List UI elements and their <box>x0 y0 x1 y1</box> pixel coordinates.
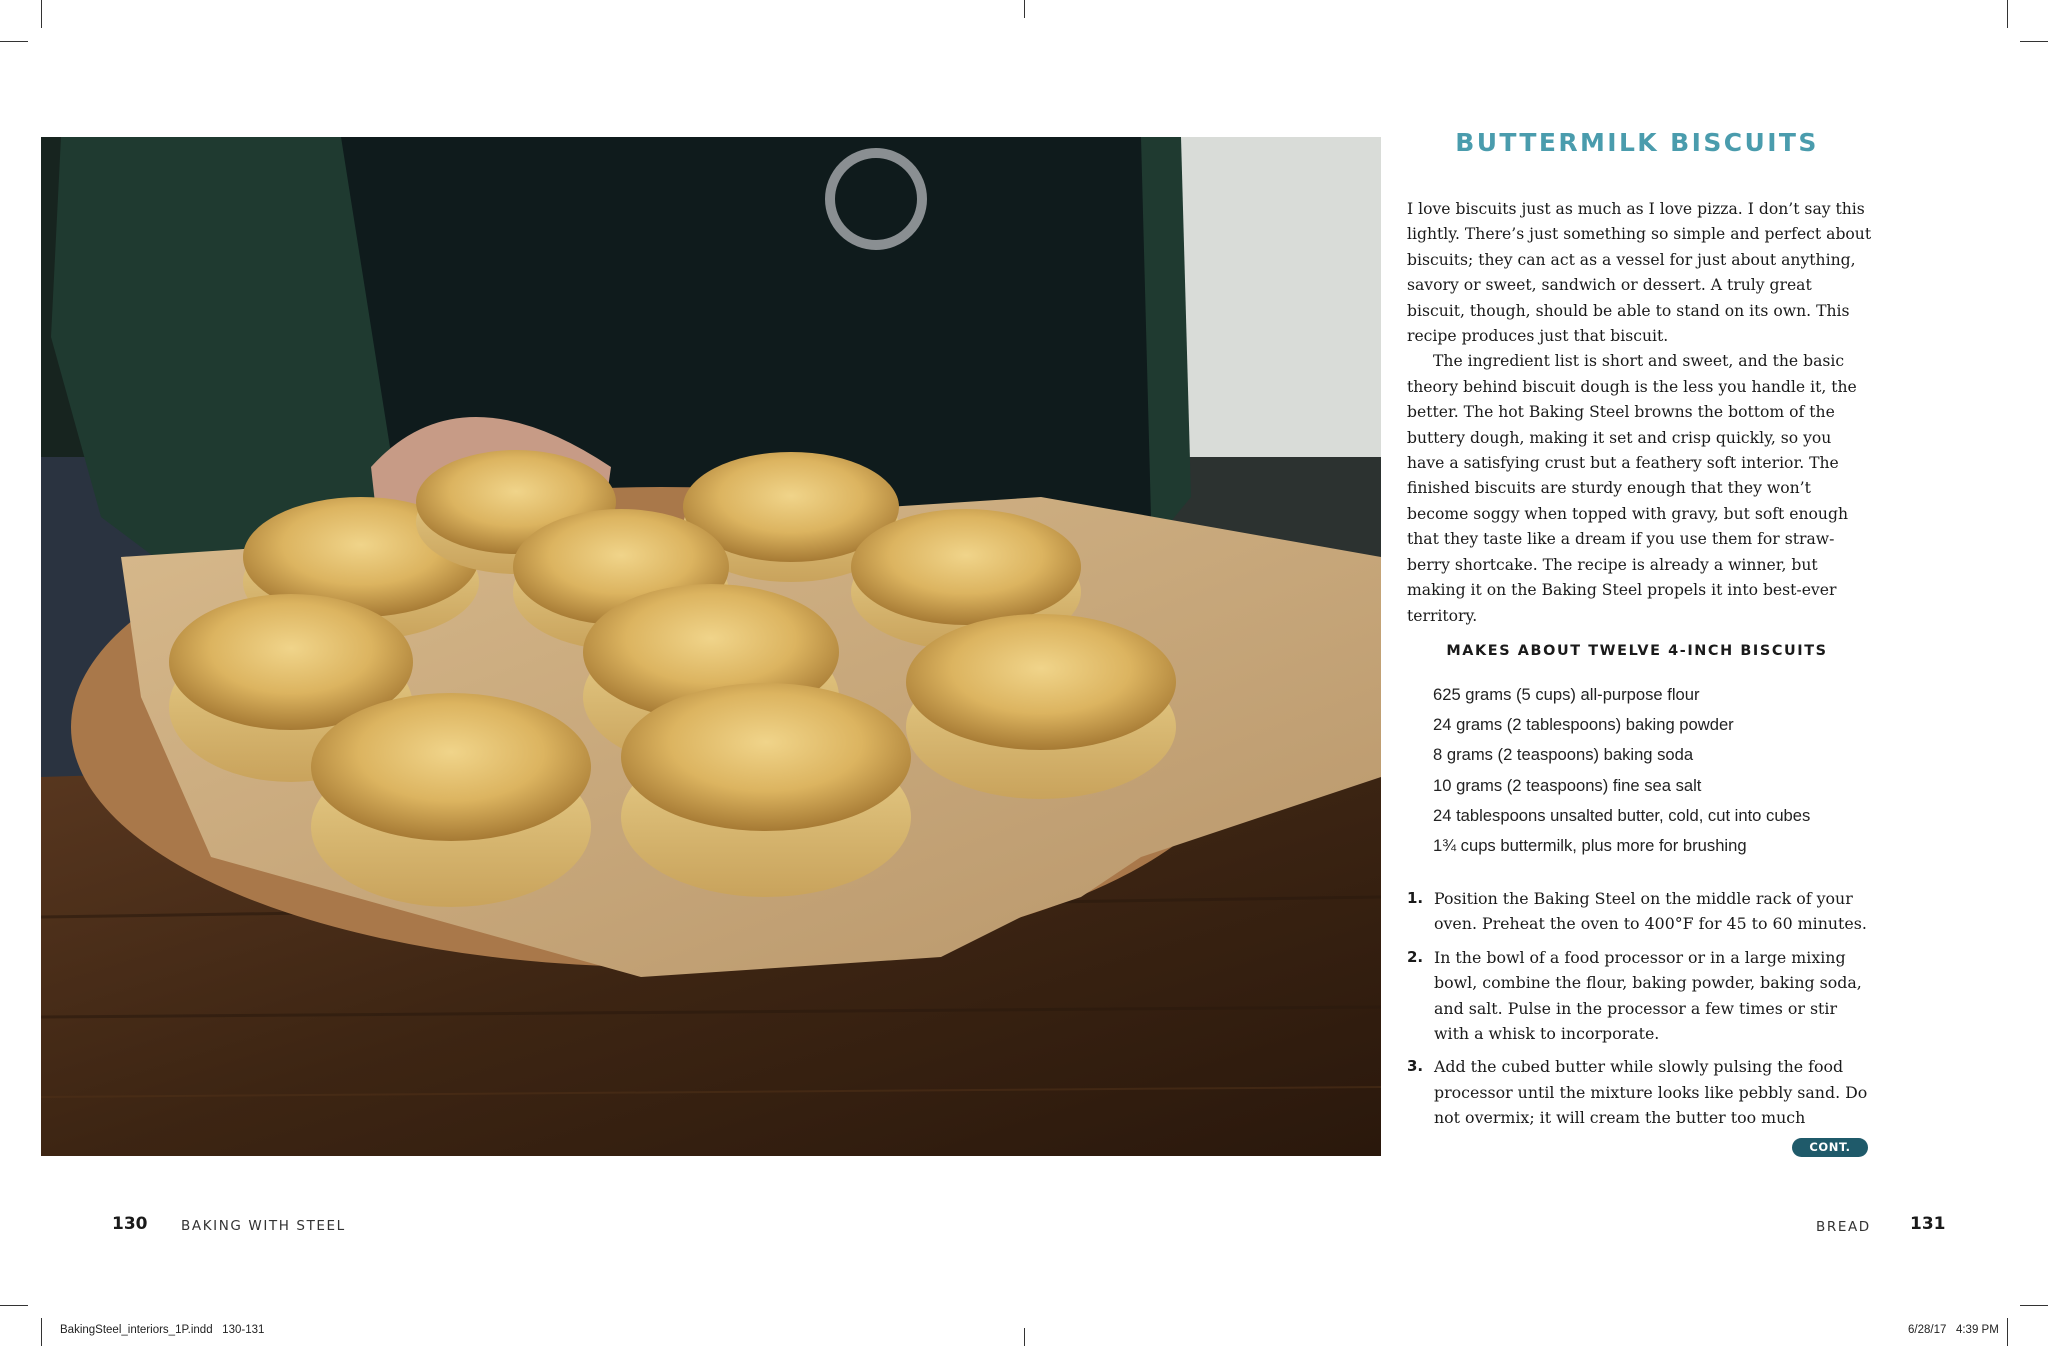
intro-paragraph: I love biscuits just as much as I love pizza. I don’t say this lightly. There’s just something so simple and perfect about biscuits; they can act as a vessel for just about anything, savory or sweet, sandwich or dessert. A truly great biscuit, though, should be able to stand on its own. This recipe produces just that biscuit. <box>1407 200 1872 346</box>
crop-mark <box>41 1318 42 1346</box>
method-steps <box>1407 886 1877 1139</box>
left-page-number: 130 <box>112 1214 148 1234</box>
crop-mark <box>2020 41 2048 42</box>
crop-mark <box>0 1305 28 1306</box>
crop-mark <box>2007 1318 2008 1346</box>
method-step <box>1407 1054 1877 1130</box>
ingredient-item: 1¾ cups buttermilk, plus more for brushing <box>1433 836 1747 856</box>
intro-paragraph: The ingredient list is short and sweet, and the basic theory behind biscuit dough is the less you handle it, the better. The hot Baking Steel browns the bottom of the buttery dough, making it set and crisp quickly, so you have a satisfying crust but a feathery soft interior. The finished biscuits are sturdy enough that they won’t become soggy when topped with gravy, but soft enough that they taste like a dream if you use them for straw-berry shortcake. The recipe is already a winner, but making it on the Baking Steel propels it into best-ever territory. <box>1407 352 1857 625</box>
continued-badge: CONT. <box>1792 1138 1868 1157</box>
slug-timestamp: 6/28/17 4:39 PM <box>1908 1324 1999 1336</box>
crop-mark <box>41 0 42 28</box>
recipe-yield: MAKES ABOUT TWELVE 4-INCH BISCUITS <box>1446 643 1828 659</box>
crop-mark <box>1024 0 1025 18</box>
crop-mark <box>0 41 28 42</box>
ingredient-item: 10 grams (2 teaspoons) fine sea salt <box>1433 775 1702 795</box>
crop-mark <box>2020 1305 2048 1306</box>
ingredient-item: 8 grams (2 teaspoons) baking soda <box>1433 745 1694 765</box>
right-page-number: 131 <box>1910 1214 1946 1234</box>
slug-filename: BakingSteel_interiors_1P.indd 130-131 <box>60 1324 265 1336</box>
ingredient-item: 24 grams (2 tablespoons) baking powder <box>1433 715 1734 735</box>
recipe-title: BUTTERMILK BISCUITS <box>1455 128 1819 157</box>
method-step <box>1407 945 1877 1047</box>
crop-mark <box>2007 0 2008 28</box>
step-number: 3. <box>1407 1057 1424 1076</box>
left-running-head: BAKING WITH STEEL <box>181 1218 346 1234</box>
right-running-head: BREAD <box>1816 1219 1871 1235</box>
ingredient-list <box>1433 680 1873 861</box>
method-step <box>1407 886 1877 937</box>
step-text: In the bowl of a food processor or in a large mixing bowl, combine the flour, baking powder, baking soda, and salt. Pulse in the processor a few times or stir with a whisk to incorporate. <box>1434 947 1862 1044</box>
step-text: Position the Baking Steel on the middle rack of your oven. Preheat the oven to 400°F for 45 to 60 minutes. <box>1434 889 1867 934</box>
step-number: 2. <box>1407 947 1424 966</box>
recipe-intro <box>1407 197 1873 629</box>
step-text: Add the cubed butter while slowly pulsing the food processor until the mixture looks like pebbly sand. Do not overmix; it will cream the butter too much <box>1434 1057 1868 1128</box>
ingredient-item: 625 grams (5 cups) all-purpose flour <box>1433 685 1700 704</box>
step-number: 1. <box>1407 889 1424 907</box>
ingredient-item: 24 tablespoons unsalted butter, cold, cut into cubes <box>1433 805 1811 825</box>
crop-mark <box>1024 1328 1025 1346</box>
biscuits-photo <box>41 137 1381 1156</box>
